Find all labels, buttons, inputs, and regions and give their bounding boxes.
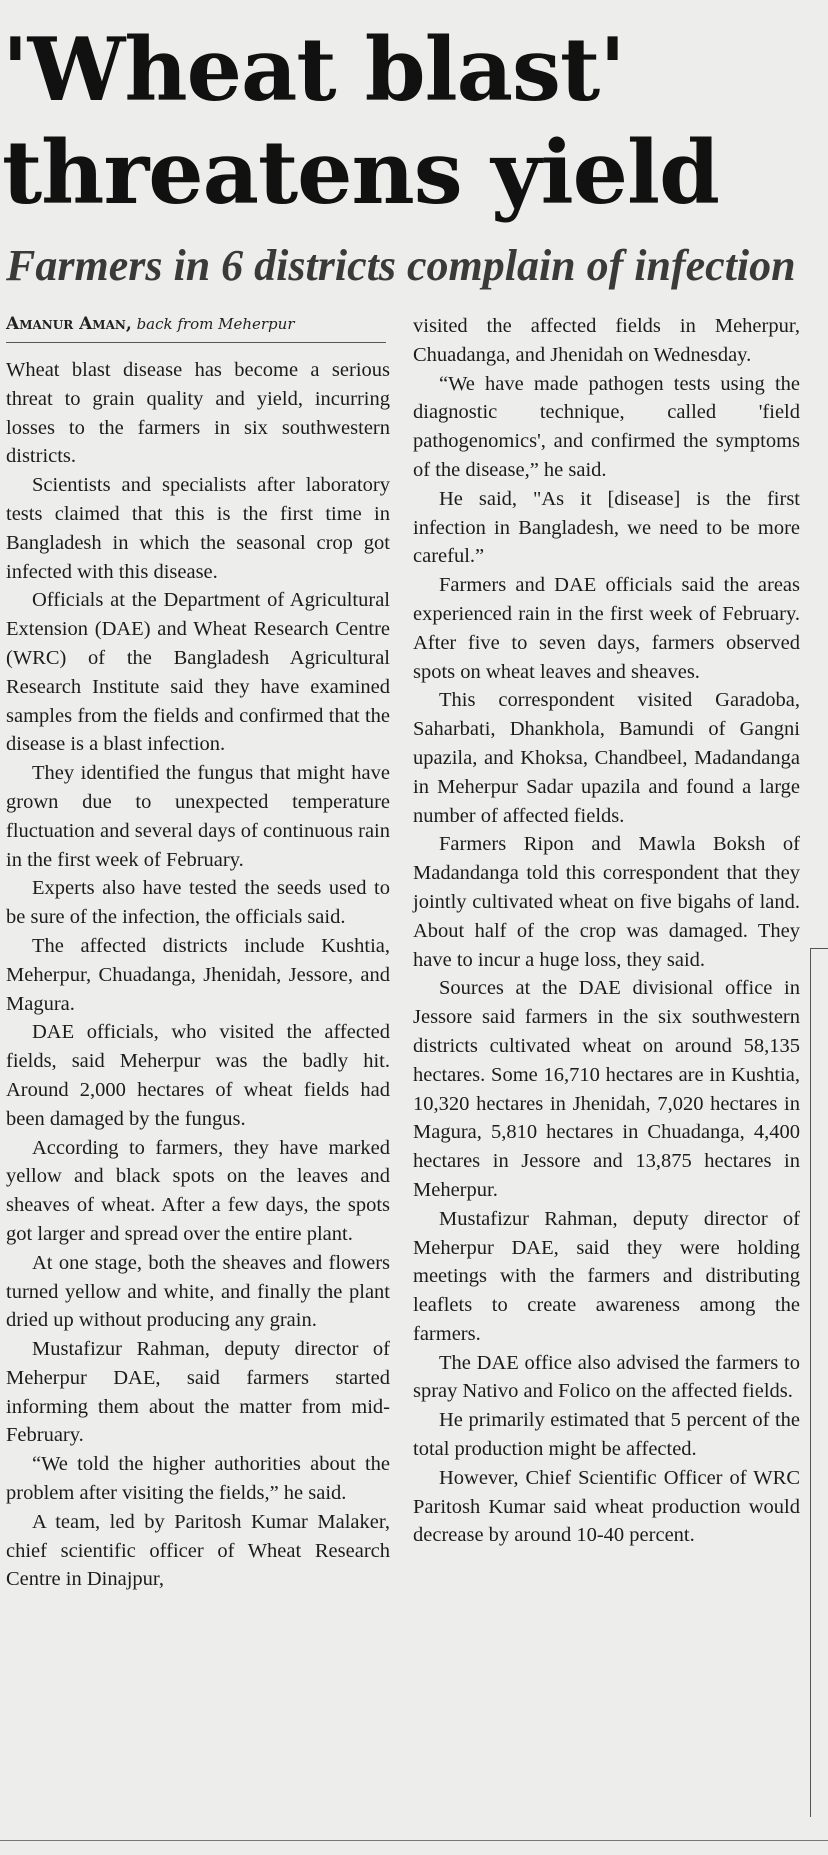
paragraph: Wheat blast disease has become a serious threat to grain quality and yield, incurring losses to the farmers in six southwestern districts. — [6, 359, 390, 468]
paragraph: Farmers Ripon and Mawla Boksh of Madandanga told this correspondent that they jointly cultivated wheat on five bigahs of land. About half of the crop was damaged. They have to incur a huge loss, they said. — [413, 833, 800, 971]
article-column-1 — [6, 356, 390, 1594]
paragraph: Officials at the Department of Agricultural Extension (DAE) and Wheat Research Centre (WRC) of the Bangladesh Agricultural Research Institute said they have examined samples from the fields and confirmed that the disease is a blast infection. — [6, 589, 390, 756]
adjacent-article-edge — [810, 948, 828, 1817]
headline-line-1: 'Wheat blast' — [2, 18, 625, 121]
paragraph: He primarily estimated that 5 percent of the total production might be affected. — [413, 1409, 800, 1461]
byline-author: Amanur Aman, — [6, 314, 132, 334]
paragraph: “We told the higher authorities about the problem after visiting the fields,” he said. — [6, 1453, 390, 1505]
bottom-divider — [0, 1840, 828, 1841]
paragraph: Sources at the DAE divisional office in Jessore said farmers in the six southwestern districts cultivated wheat on around 58,135 hectares. Some 16,710 hectares are in Kushtia, 10,320 hectares in Jhenidah, 7,020 hectares in Magura, 5,810 hectares in Chuadanga, 4,400 hectares in Jessore and 13,875 hectares in Meherpur. — [413, 977, 800, 1201]
paragraph: At one stage, both the sheaves and flowers turned yellow and white, and finally the plant dried up without producing any grain. — [6, 1251, 390, 1332]
paragraph: A team, led by Paritosh Kumar Malaker, chief scientific officer of Wheat Research Centre in Dinajpur, — [6, 1510, 390, 1591]
paragraph: Farmers and DAE officials said the areas experienced rain in the first week of February. After five to seven days, farmers observed spots on wheat leaves and sheaves. — [413, 574, 800, 683]
paragraph: Scientists and specialists after laboratory tests claimed that this is the first time in Bangladesh in which the seasonal crop got infected with this disease. — [6, 474, 390, 583]
article-column-2 — [413, 312, 800, 1550]
headline — [2, 18, 802, 224]
paragraph: He said, "As it [disease] is the first infection in Bangladesh, we need to be more careful.” — [413, 487, 800, 568]
paragraph: “We have made pathogen tests using the diagnostic technique, called 'field pathogenomics', and confirmed the symptoms of the disease,” he said. — [413, 372, 800, 481]
paragraph: visited the affected fields in Meherpur, Chuadanga, and Jhenidah on Wednesday. — [413, 315, 800, 366]
paragraph: Experts also have tested the seeds used to be sure of the infection, the officials said. — [6, 877, 390, 929]
subheadline: Farmers in 6 districts complain of infection — [6, 241, 796, 290]
paragraph: Mustafizur Rahman, deputy director of Meherpur DAE, said farmers started informing them about the matter from mid-February. — [6, 1338, 390, 1447]
paragraph: According to farmers, they have marked yellow and black spots on the leaves and sheaves of wheat. After a few days, the spots got larger and spread over the entire plant. — [6, 1136, 390, 1245]
paragraph: This correspondent visited Garadoba, Saharbati, Dhankhola, Bamundi of Gangni upazila, and Khoksa, Chandbeel, Madandanga in Meherpur Sadar upazila and found a large number of affected fields. — [413, 689, 800, 827]
paragraph: The affected districts include Kushtia, Meherpur, Chuadanga, Jhenidah, Jessore, and Magura. — [6, 934, 390, 1015]
paragraph: The DAE office also advised the farmers to spray Nativo and Folico on the affected fields. — [413, 1351, 800, 1403]
paragraph: However, Chief Scientific Officer of WRC Paritosh Kumar said wheat production would decrease by around 10-40 percent. — [413, 1466, 800, 1547]
headline-line-2: threatens yield — [2, 121, 719, 224]
paragraph: Mustafizur Rahman, deputy director of Meherpur DAE, said they were holding meetings with the farmers and distributing leaflets to create awareness among the farmers. — [413, 1207, 800, 1345]
paragraph: They identified the fungus that might have grown due to unexpected temperature fluctuation and several days of continuous rain in the first week of February. — [6, 762, 390, 871]
byline-dateline: back from Meherpur — [136, 315, 295, 333]
paragraph: DAE officials, who visited the affected fields, said Meherpur was the badly hit. Around 2,000 hectares of wheat fields had been damaged by the fungus. — [6, 1021, 390, 1130]
byline — [6, 314, 386, 343]
